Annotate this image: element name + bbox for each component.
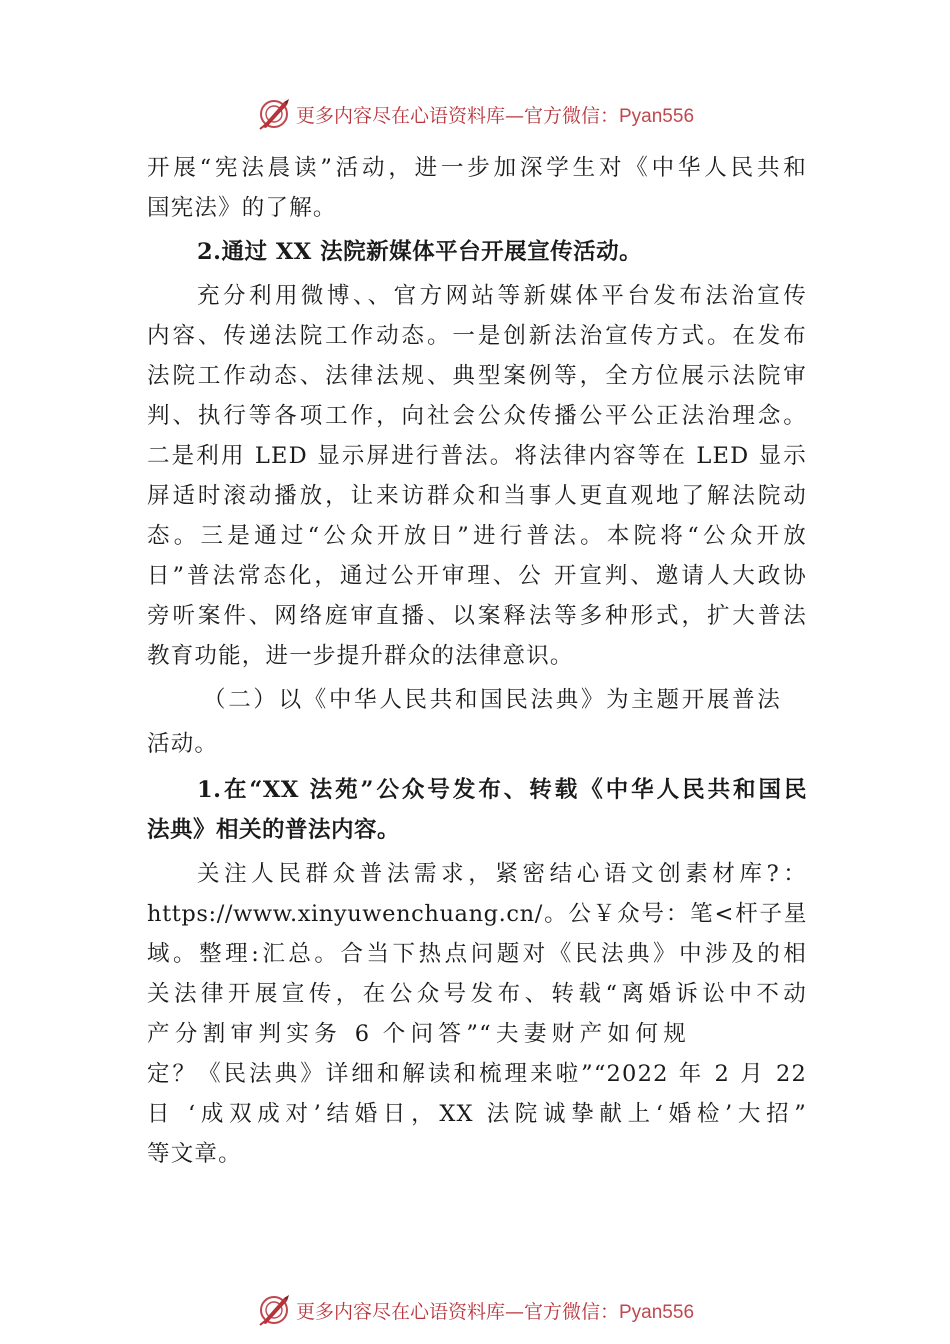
body-line: 旁听案件、网络庭审直播、以案释法等多种形式，扩大普法 [147, 603, 807, 629]
item-heading-cont: 法典》相关的普法内容。 [147, 817, 401, 843]
watermark-inner [256, 96, 694, 132]
item-heading: 1.在“XX 法苑”公众号发布、转载《中华人民共和国民 [197, 777, 807, 803]
subsection-heading-cont: 活动。 [147, 731, 219, 757]
body-line: 日”普法常态化，通过公开审理、公 开宣判、邀请人大政协 [147, 563, 807, 589]
paragraph-first-line: 关注人民群众普法需求，紧密结心语文创素材库?： [197, 861, 807, 887]
body-line: 域。整理:汇总。合当下热点问题对《民法典》中涉及的相 [147, 941, 807, 967]
body-line: 日 ‘成双成对’结婚日，XX 法院诚挚献上‘婚检’大招” [147, 1101, 807, 1127]
body-line: 关法律开展宣传，在公众号发布、转载“离婚诉讼中不动 [147, 981, 807, 1007]
watermark-inner [256, 1292, 694, 1328]
watermark-handle: Pyan556 [619, 105, 695, 127]
watermark-banner-bottom [0, 1288, 950, 1332]
body-line: 态。三是通过“公众开放日”进行普法。本院将“公众开放 [147, 523, 807, 549]
paragraph-first-line: 充分利用微博、、官方网站等新媒体平台发布法治宣传 [197, 283, 807, 309]
quill-logo-icon [256, 96, 292, 132]
quill-logo-icon [256, 1292, 292, 1328]
watermark-text [296, 1297, 694, 1324]
body-line: 屏适时滚动播放，让来访群众和当事人更直观地了解法院动 [147, 483, 807, 509]
body-line: 内容、传递法院工作动态。一是创新法治宣传方式。在发布 [147, 323, 807, 349]
body-line: 开展“宪法晨读”活动，进一步加深学生对《中华人民共和 [147, 155, 807, 181]
body-line: 产分割审判实务 6 个问答”“夫妻财产如何规 [147, 1021, 687, 1047]
watermark-title: 更多内容尽在心语资料库—官方微信： [295, 1300, 619, 1323]
body-line: 法院工作动态、法律法规、典型案例等，全方位展示法院审 [147, 363, 807, 389]
watermark-text [296, 101, 694, 128]
subsection-heading: （二）以《中华人民共和国民法典》为主题开展普法 [203, 687, 781, 713]
section-heading: 2.通过 XX 法院新媒体平台开展宣传活动。 [197, 239, 643, 265]
document-body [147, 148, 807, 1174]
body-line: https://www.xinyuwenchuang.cn/。公￥众号：笔<杆子星 [147, 901, 807, 927]
body-line: 定？《民法典》详细和解读和梳理来啦”“2022 年 2 月 22 [147, 1061, 807, 1087]
watermark-handle: Pyan556 [619, 1301, 695, 1323]
body-line: 等文章。 [147, 1141, 242, 1167]
watermark-banner-top [0, 92, 950, 136]
body-line: 国宪法》的了解。 [147, 195, 337, 221]
body-line: 判、执行等各项工作，向社会公众传播公平公正法治理念。 [147, 403, 807, 429]
body-line: 教育功能，进一步提升群众的法律意识。 [147, 643, 574, 669]
body-line: 二是利用 LED 显示屏进行普法。将法律内容等在 LED 显示 [147, 443, 807, 469]
watermark-title: 更多内容尽在心语资料库—官方微信： [295, 104, 619, 127]
